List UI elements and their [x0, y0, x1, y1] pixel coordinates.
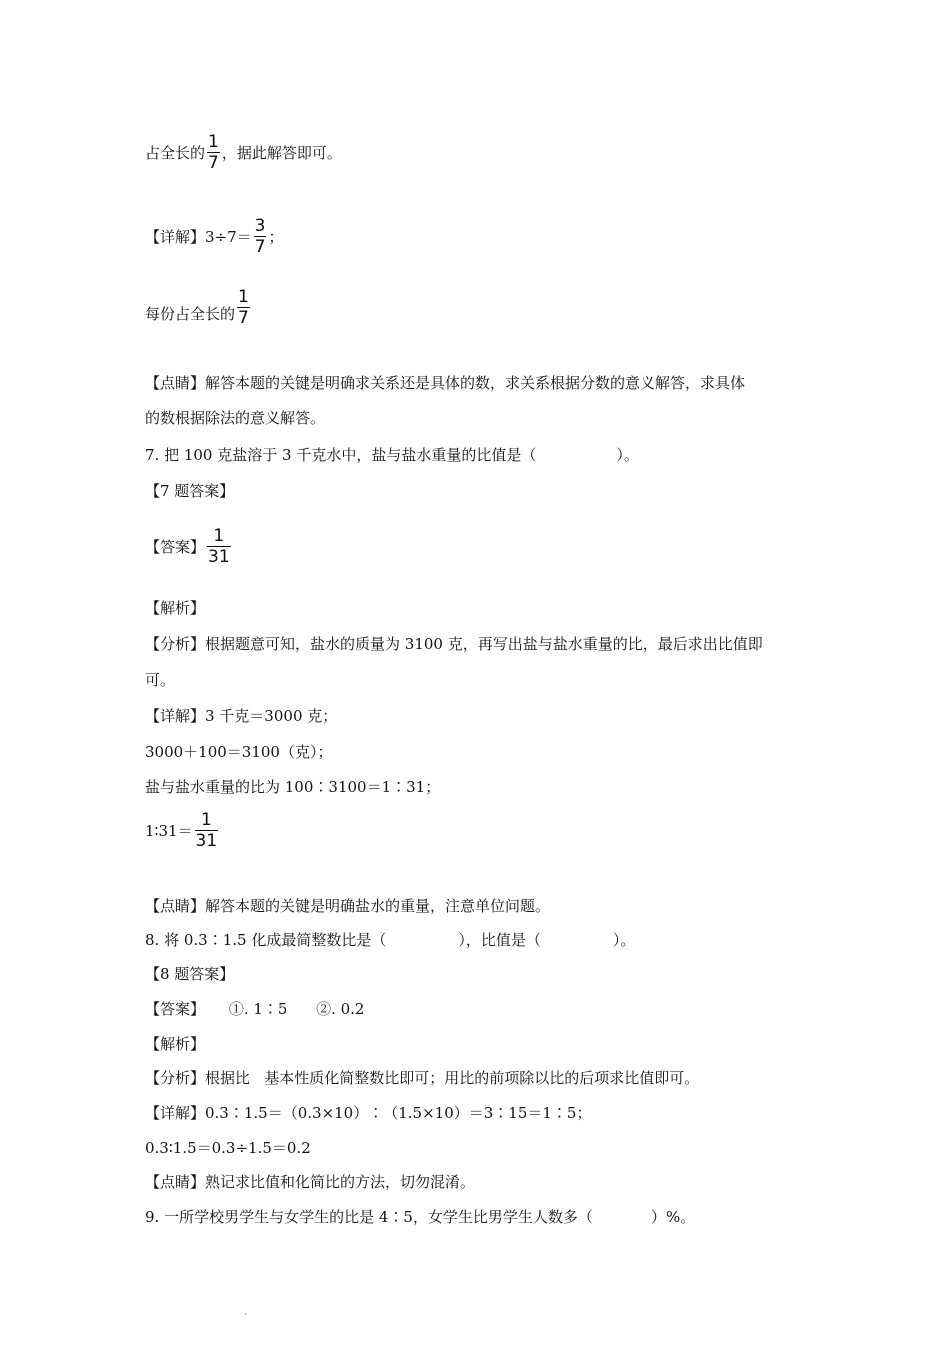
text-line [145, 216, 284, 257]
text-segment: 每份占全长的 [145, 305, 236, 323]
text-segment: 8. 将 0.3∶1.5 化成最简整数比是（ [145, 931, 387, 949]
text-line [145, 526, 233, 567]
page-mark: 、 [244, 1307, 252, 1316]
text-line: 3000＋100＝3100（克）； [145, 743, 333, 761]
fraction-denominator: 31 [208, 547, 230, 567]
text-line: 【解析】 [145, 1035, 206, 1053]
fraction-numerator: 1 [208, 132, 219, 152]
fraction [207, 132, 220, 173]
text-line [145, 287, 252, 328]
text-segment: ； [268, 227, 284, 246]
fraction-denominator: 31 [195, 831, 218, 851]
text-line: 【点睛】熟记求比值和化简比的方法，切勿混淆。 [145, 1173, 476, 1191]
text-segment: ）%。 [650, 1208, 696, 1226]
text-segment: ，据此解答即可。 [221, 143, 342, 162]
text-segment: 【答案】 [145, 537, 206, 556]
text-segment: 【详解】3÷7＝ [145, 227, 252, 246]
text-line: 的数根据除法的意义解答。 [145, 409, 326, 427]
text-segment: 9. 一所学校男学生与女学生的比是 4∶5，女学生比男学生人数多（ [145, 1208, 593, 1226]
fraction-numerator: 1 [238, 287, 249, 307]
fraction-denominator: 7 [254, 237, 266, 257]
fraction-denominator: 7 [238, 308, 249, 328]
text-line: 【分析】根据比 基本性质化简整数比即可；用比的前项除以比的后项求比值即可。 [145, 1069, 700, 1087]
fraction [207, 526, 231, 567]
text-line: 可。 [145, 671, 176, 689]
fraction [195, 810, 219, 851]
answer-heading: 【8 题答案】 [145, 965, 235, 983]
text-line: 【详解】0.3∶1.5＝（0.3×10）∶（1.5×10）＝3∶15＝1∶5； [145, 1104, 592, 1122]
answer-heading: 【7 题答案】 [145, 482, 235, 500]
fraction-numerator: 1 [213, 526, 225, 546]
question-8 [145, 930, 635, 950]
text-segment: ），比值是（ [458, 931, 541, 949]
text-line: 【分析】根据题意可知，盐水的质量为 3100 克，再写出盐与盐水重量的比，最后求出比值即 [145, 635, 763, 653]
text-line [145, 132, 342, 173]
text-line: 【详解】3 千克＝3000 克； [145, 707, 338, 725]
fraction-numerator: 3 [254, 216, 266, 236]
question-9 [145, 1207, 695, 1227]
text-line: 【答案】 ①. 1∶5 ②. 0.2 [145, 1000, 365, 1018]
text-line: 【解析】 [145, 599, 206, 617]
text-segment: 7. 把 100 克盐溶于 3 千克水中，盐与盐水重量的比值是（ [145, 446, 537, 464]
text-segment: 1∶31＝ [145, 821, 193, 840]
text-line [145, 810, 220, 851]
text-line: 盐与盐水重量的比为 100∶3100＝1∶31； [145, 778, 441, 796]
question-7 [145, 445, 639, 465]
text-segment: ）。 [612, 931, 636, 949]
text-line: 【点睛】解答本题的关键是明确盐水的重量，注意单位问题。 [145, 897, 551, 915]
text-segment: ）。 [616, 446, 639, 464]
fraction-numerator: 1 [200, 810, 212, 830]
fraction [237, 287, 250, 328]
text-segment: 占全长的 [145, 143, 206, 162]
fraction [254, 216, 267, 257]
text-line: 0.3∶1.5＝0.3÷1.5＝0.2 [145, 1139, 311, 1157]
text-line: 【点睛】解答本题的关键是明确求关系还是具体的数，求关系根据分数的意义解答，求具体 [145, 374, 746, 392]
fraction-denominator: 7 [208, 153, 219, 173]
